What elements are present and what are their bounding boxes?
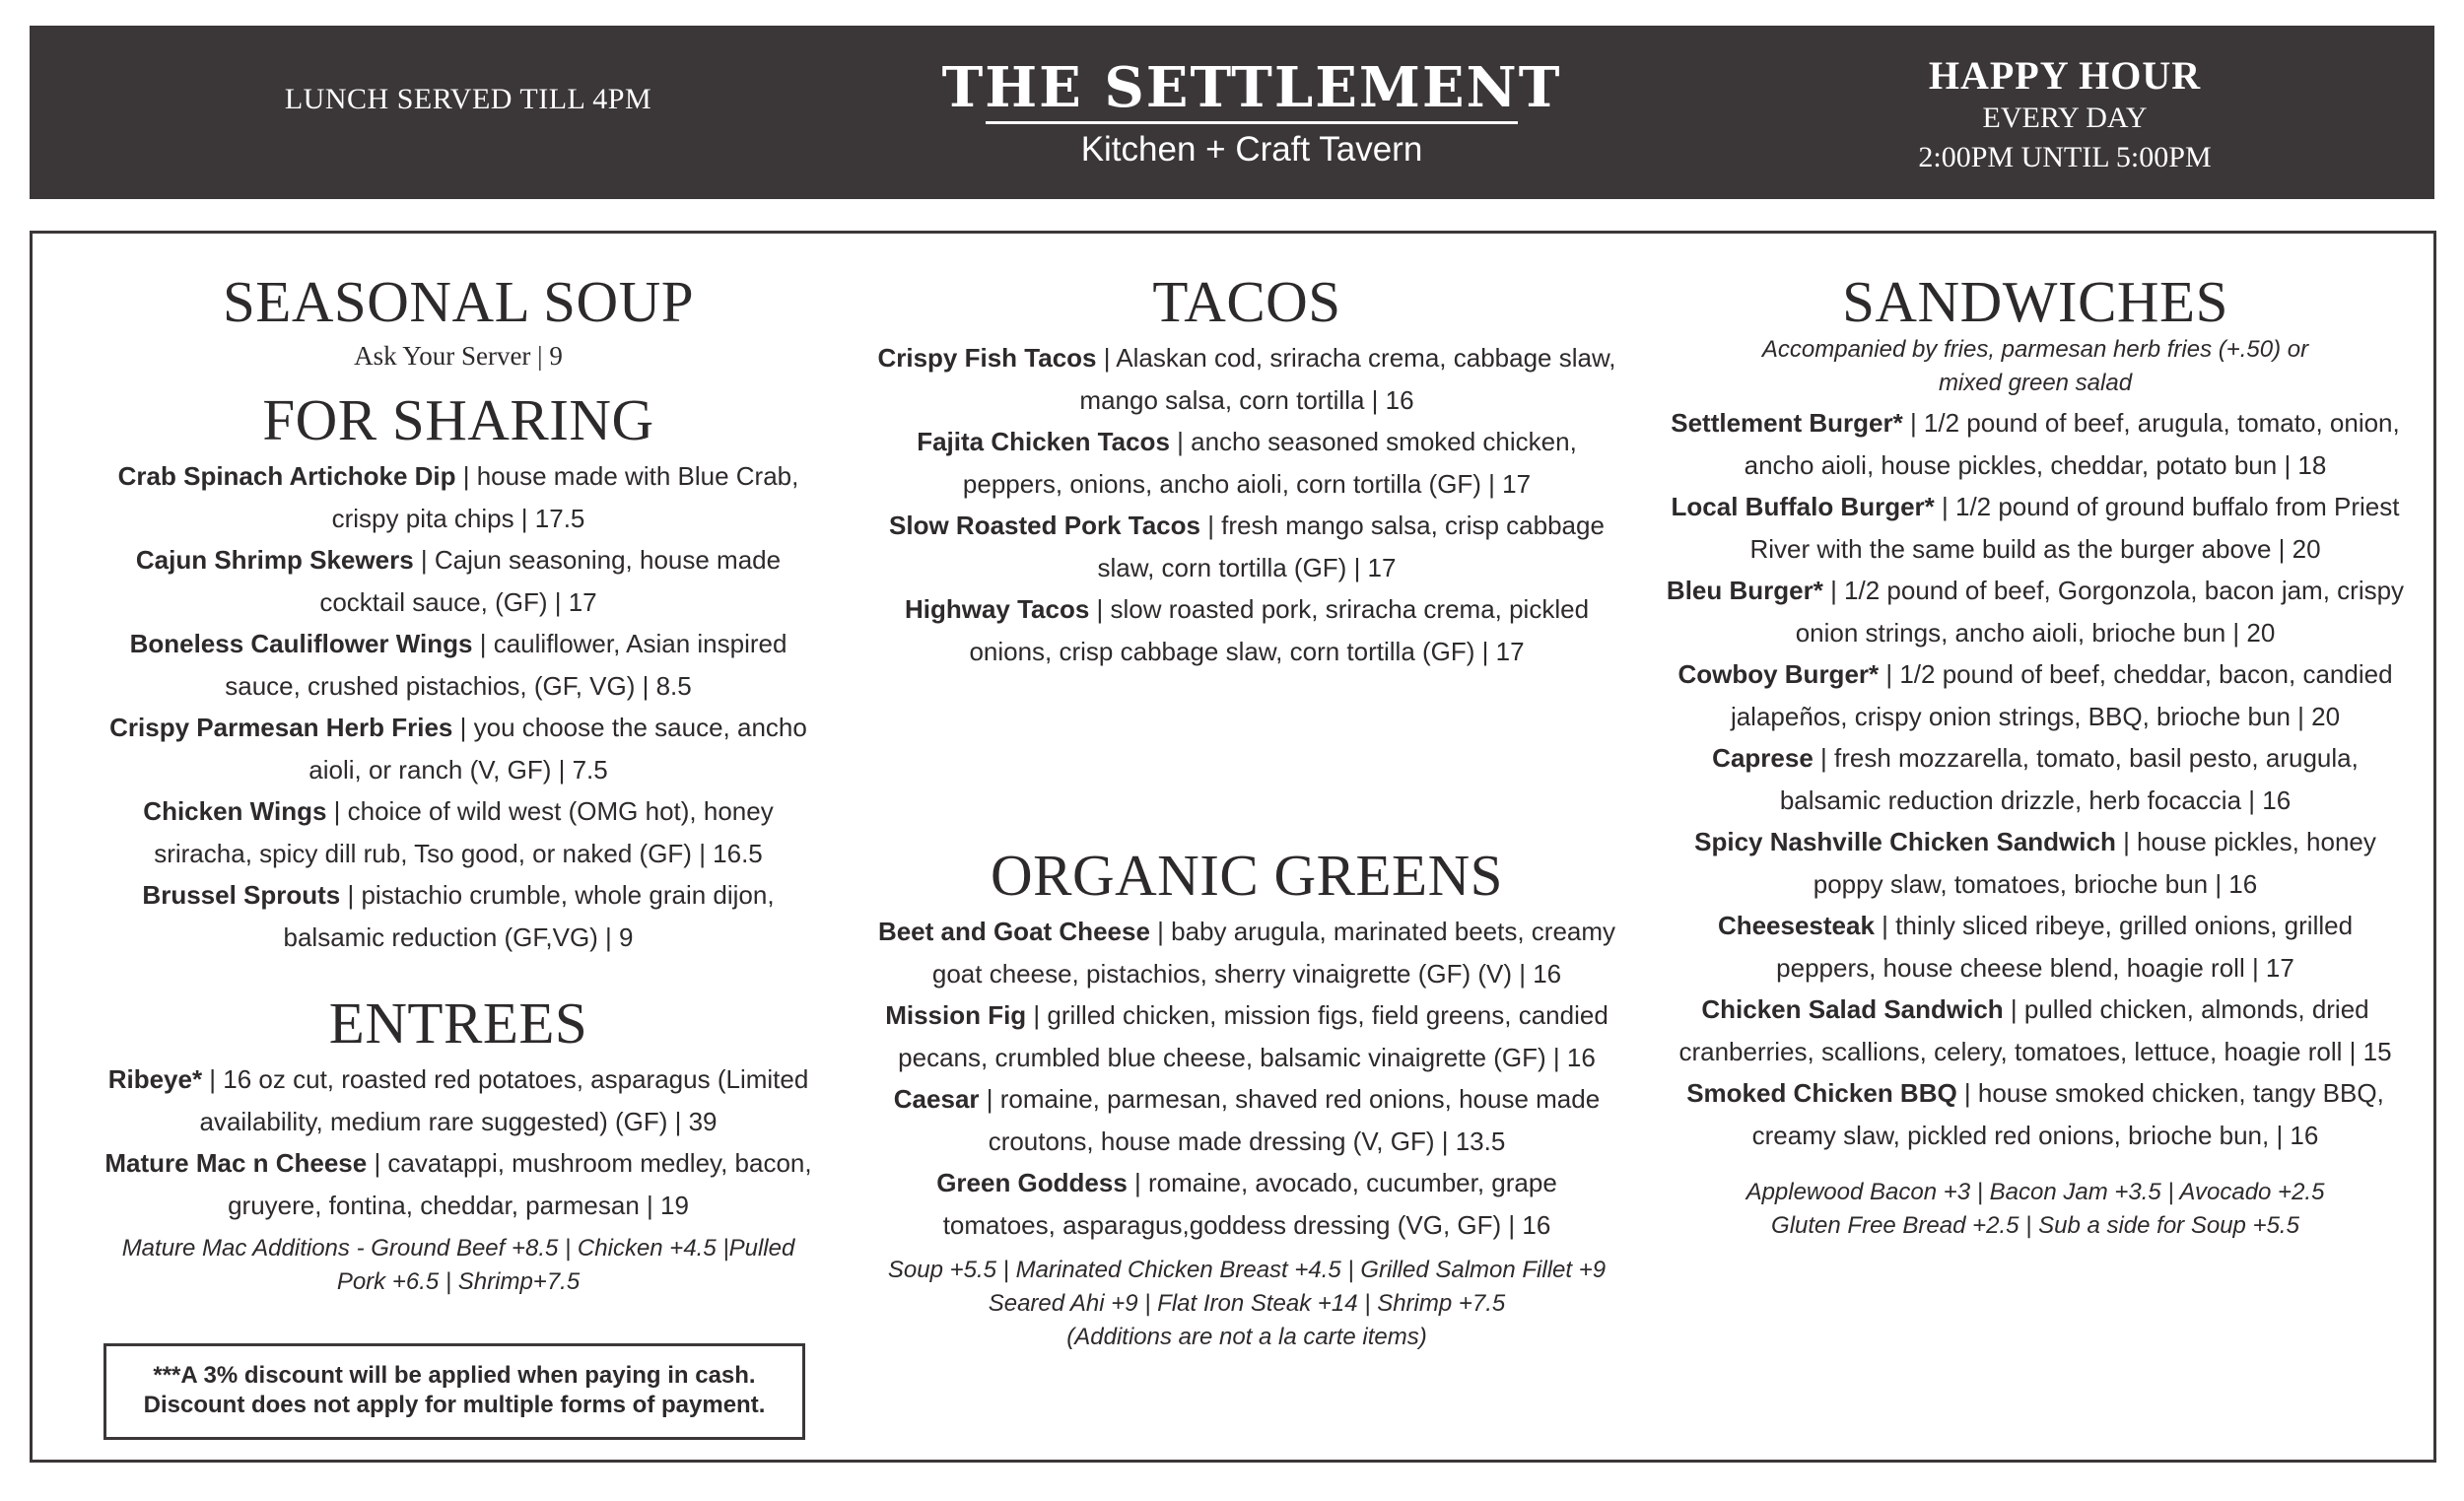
happy-hour-time: 2:00PM UNTIL 5:00PM [1918,141,2212,173]
brand-rule [986,121,1518,124]
menu-item: Beet and Goat Cheese | baby arugula, marinated beets, creamy goat cheese, pistachios, sherry vinaigrette (GF) (V) | 16 [877,917,1616,989]
section-heading-sharing: FOR SHARING [262,387,654,452]
menu-item: Slow Roasted Pork Tacos | fresh mango salsa, crisp cabbage slaw, corn tortilla (GF) | 17 [889,511,1605,582]
additions-line: Applewood Bacon +3 | Bacon Jam +3.5 | Avocado +2.5 [1745,1179,2325,1205]
menu-item: Highway Tacos | slow roasted pork, sriracha crema, pickled onions, crisp cabbage slaw, corn tortilla (GF) | 17 [904,594,1590,666]
menu-item: Chicken Salad Sandwich | pulled chicken, almonds, dried cranberries, scallions, celery, tomatoes, lettuce, hoagie roll | 15 [1678,994,2392,1066]
menu-item: Cowboy Burger* | 1/2 pound of beef, cheddar, bacon, candied jalapeños, crispy onion strings, BBQ, brioche bun | 20 [1677,659,2393,731]
additions-line: (Additions are not a la carte items) [1066,1324,1427,1350]
menu-item: Settlement Burger* | 1/2 pound of beef, arugula, tomato, onion, ancho aioli, house pickles, cheddar, potato bun | 18 [1671,408,2400,480]
section-heading-sandwiches: SANDWICHES [1842,269,2228,334]
menu-item: Chicken Wings | choice of wild west (OMG hot), honey sriracha, spicy dill rub, Tso good, or naked (GF) | 16.5 [143,796,774,868]
menu-item: Ribeye* | 16 oz cut, roasted red potatoes, asparagus (Limited availability, medium rare suggested) (GF) | 39 [107,1064,809,1136]
entree-additions: Mature Mac Additions - Ground Beef +8.5 | Chicken +4.5 |Pulled Pork +6.5 | Shrimp+7.5 [121,1235,795,1295]
section-heading-soup: SEASONAL SOUP [222,269,695,334]
menu-column-left [103,266,813,1299]
sandwich-additions [1666,1176,2405,1243]
menu-column-center [877,266,1616,1354]
brand-title: THE SETTLEMENT [941,55,1562,120]
additions-line: Soup +5.5 | Marinated Chicken Breast +4.5 | Grilled Salmon Fillet +9 [887,1257,1607,1283]
happy-hour-days: EVERY DAY [1982,102,2148,134]
cash-discount-notice [103,1343,805,1440]
menu-item: Bleu Burger* | 1/2 pound of beef, Gorgonzola, bacon jam, crispy onion strings, ancho aioli, brioche bun | 20 [1666,576,2405,648]
section-heading-tacos: TACOS [1152,269,1341,334]
brand-logo [897,57,1607,170]
discount-line: ***A 3% discount will be applied when paying in cash. [153,1362,756,1389]
menu-header [30,26,2434,199]
menu-item: Mission Fig | grilled chicken, mission figs, field greens, candied pecans, crumbled blue cheese, balsamic vinaigrette (GF) | 16 [885,1000,1608,1072]
additions-line: Seared Ahi +9 | Flat Iron Steak +14 | Shrimp +7.5 [988,1290,1506,1317]
soup-note: Ask Your Server | 9 [354,341,563,371]
menu-item: Brussel Sprouts | pistachio crumble, whole grain dijon, balsamic reduction (GF,VG) | 9 [142,880,775,952]
menu-item: Local Buffalo Burger* | 1/2 pound of ground buffalo from Priest River with the same build as the burger above | 20 [1671,492,2400,564]
brand-subtitle: Kitchen + Craft Tavern [1080,130,1423,169]
lunch-hours: LUNCH SERVED TILL 4PM [284,83,652,115]
menu-item: Crab Spinach Artichoke Dip | house made with Blue Crab, crispy pita chips | 17.5 [117,461,799,533]
menu-item: Boneless Cauliflower Wings | cauliflower, Asian inspired sauce, crushed pistachios, (GF, VG) | 8.5 [129,629,787,701]
menu-item: Crispy Fish Tacos | Alaskan cod, sriracha crema, cabbage slaw, mango salsa, corn tortilla | 16 [877,343,1616,415]
additions-line: Gluten Free Bread +2.5 | Sub a side for Soup +5.5 [1771,1212,2299,1239]
menu-item: Green Goddess | romaine, avocado, cucumber, grape tomatoes, asparagus,goddess dressing (VG, GF) | 16 [936,1168,1557,1240]
menu-item: Caprese | fresh mozzarella, tomato, basil pesto, arugula, balsamic reduction drizzle, herb focaccia | 16 [1712,743,2359,815]
happy-hour-title: HAPPY HOUR [1928,53,2202,98]
section-heading-entrees: ENTREES [328,990,588,1056]
menu-item: Cajun Shrimp Skewers | Cajun seasoning, house made cocktail sauce, (GF) | 17 [135,545,782,617]
sandwiches-subtitle: Accompanied by fries, parmesan herb fries (+.50) or mixed green salad [1761,336,2309,396]
menu-item: Cheesesteak | thinly sliced ribeye, grilled onions, grilled peppers, house cheese blend, hoagie roll | 17 [1717,911,2354,983]
menu-item: Mature Mac n Cheese | cavatappi, mushroom medley, bacon, gruyere, fontina, cheddar, parmesan | 19 [104,1148,812,1220]
menu-item: Fajita Chicken Tacos | ancho seasoned smoked chicken, peppers, onions, ancho aioli, corn tortilla (GF) | 17 [917,427,1577,499]
greens-additions [877,1254,1616,1354]
happy-hour [1838,53,2292,177]
menu-item: Spicy Nashville Chicken Sandwich | house pickles, honey poppy slaw, tomatoes, brioche bun | 16 [1694,827,2376,899]
section-heading-greens: ORGANIC GREENS [991,843,1503,908]
discount-line: Discount does not apply for multiple forms of payment. [143,1392,766,1418]
menu-item: Caesar | romaine, parmesan, shaved red onions, house made croutons, house made dressing (V, GF) | 13.5 [893,1084,1601,1156]
menu-item: Crispy Parmesan Herb Fries | you choose the sauce, ancho aioli, or ranch (V, GF) | 7.5 [109,713,807,785]
menu-column-right [1666,266,2405,1243]
menu-item: Smoked Chicken BBQ | house smoked chicken, tangy BBQ, creamy slaw, pickled red onions, brioche bun, | 16 [1686,1078,2384,1150]
